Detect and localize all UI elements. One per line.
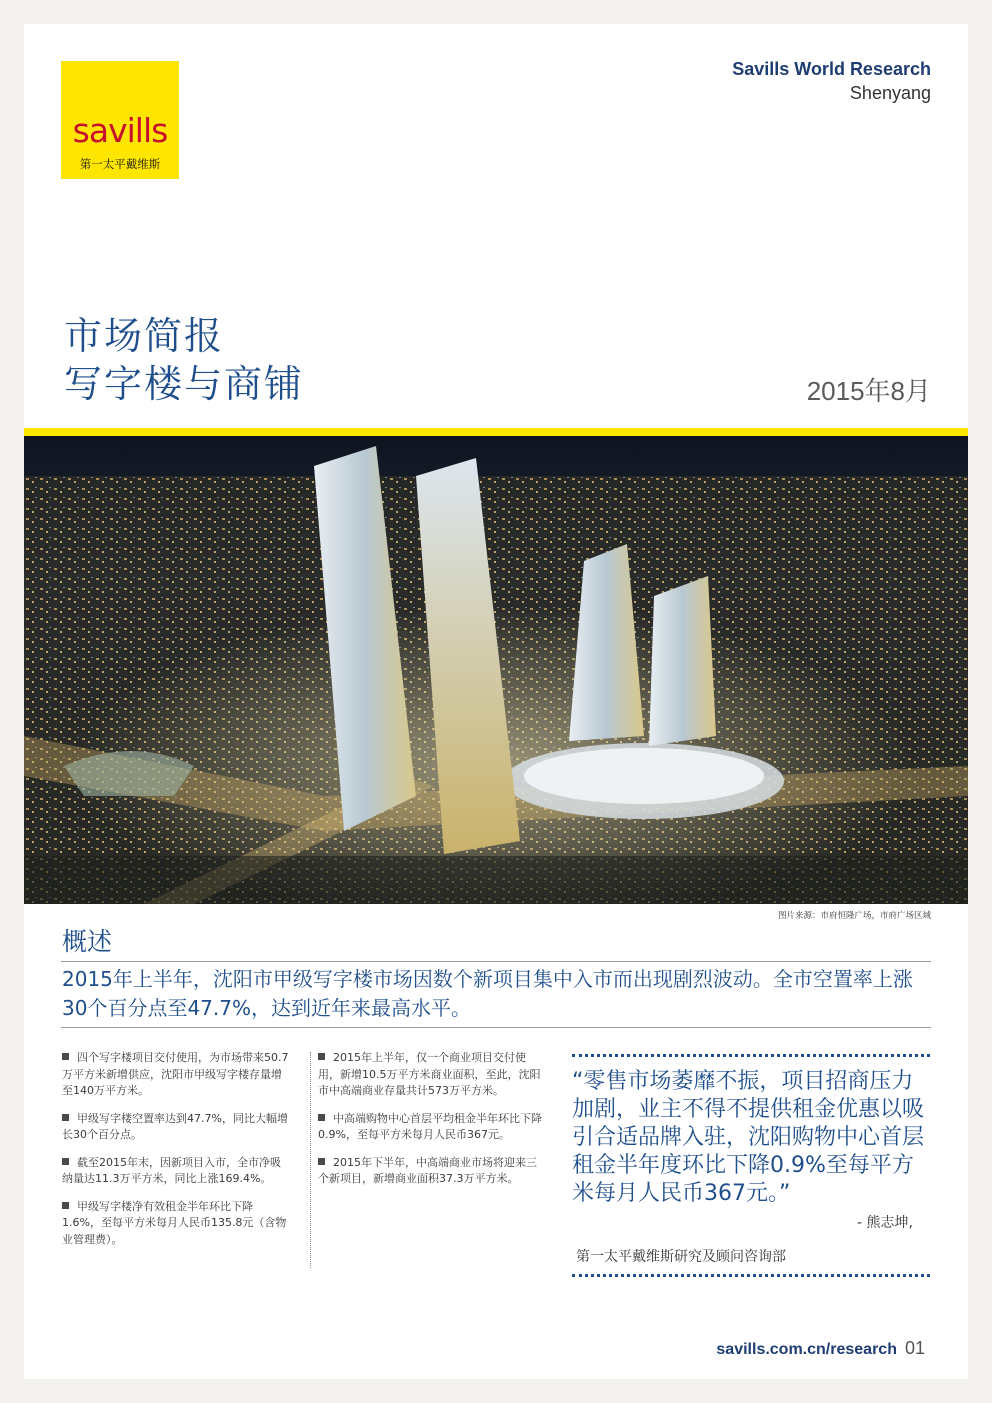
bullet-item: 2015年下半年，中高端商业市场将迎来三个新项目，新增商业面积37.3万平方米。 (318, 1155, 537, 1185)
research-url-link[interactable]: savills.com.cn/research (716, 1341, 897, 1358)
image-caption: 图片来源：市府恒隆广场，市府广场区域 (777, 911, 931, 921)
page-title (64, 312, 304, 408)
logo-wordmark: savills (72, 111, 168, 150)
bullet-item: 四个写字楼项目交付使用，为市场带来50.7万平方米新增供应，沈阳市甲级写字楼存量增至140万平方米。 (62, 1051, 289, 1097)
square-bullet-icon (62, 1202, 69, 1209)
research-header (732, 57, 931, 105)
title-line-2: 写字楼与商铺 (64, 362, 305, 406)
square-bullet-icon (318, 1158, 325, 1165)
pull-quote: “零售市场萎靡不振，项目招商压力加剧，业主不得不提供租金优惠以吸引合适品牌入驻，沈阳购物中心首层租金半年度环比下降0.9%至每平方米每月人民币367元。” (572, 1069, 925, 1206)
column-divider (310, 1052, 311, 1268)
square-bullet-icon (62, 1053, 69, 1060)
city-name: Shenyang (849, 83, 931, 103)
quote-bottom-dotted-rule (572, 1274, 930, 1277)
square-bullet-icon (318, 1114, 325, 1121)
square-bullet-icon (62, 1158, 69, 1165)
issue-date: 2015年8月 (806, 376, 931, 406)
summary-bottom-rule (61, 1027, 931, 1028)
square-bullet-icon (62, 1114, 69, 1121)
savills-logo (61, 61, 179, 179)
quote-top-dotted-rule (572, 1054, 930, 1057)
page-number: 01 (904, 1338, 925, 1358)
title-line-1: 市场简报 (64, 314, 225, 358)
quote-organization: 第一太平戴维斯研究及顾问咨询部 (576, 1249, 786, 1265)
bullet-item: 截至2015年末，因新项目入市，全市净吸纳量达11.3万平方米，同比上涨169.4%。 (62, 1155, 281, 1185)
page-footer (716, 1338, 925, 1359)
bullet-column-retail (318, 1050, 546, 1199)
document-page (24, 24, 968, 1379)
bullet-item: 2015年上半年，仅一个商业项目交付使用，新增10.5万平方米商业面积，至此，沈阳市中高端商业存量共计573万平方米。 (318, 1051, 541, 1097)
square-bullet-icon (318, 1053, 325, 1060)
hero-city-image (24, 436, 968, 904)
series-name: Savills World Research (732, 59, 931, 79)
summary-top-rule (61, 961, 931, 962)
overview-summary: 2015年上半年，沈阳市甲级写字楼市场因数个新项目集中入市而出现剧烈波动。全市空置率上涨30个百分点至47.7%，达到近年来最高水平。 (62, 967, 913, 1020)
night-skyline-illustration (24, 436, 968, 904)
overview-heading: 概述 (62, 927, 113, 956)
bullet-item: 甲级写字楼空置率达到47.7%，同比大幅增长30个百分点。 (62, 1111, 288, 1141)
logo-chinese-name: 第一太平戴维斯 (79, 157, 161, 171)
yellow-divider (24, 428, 968, 436)
quote-author: - 熊志坤, (857, 1215, 913, 1231)
bullet-item: 甲级写字楼净有效租金半年环比下降1.6%，至每平方米每月人民币135.8元（含物业管理费）。 (62, 1199, 287, 1246)
bullet-item: 中高端购物中心首层平均租金半年环比下降0.9%，至每平方米每月人民币367元。 (318, 1111, 542, 1141)
bullet-column-office (62, 1050, 290, 1259)
